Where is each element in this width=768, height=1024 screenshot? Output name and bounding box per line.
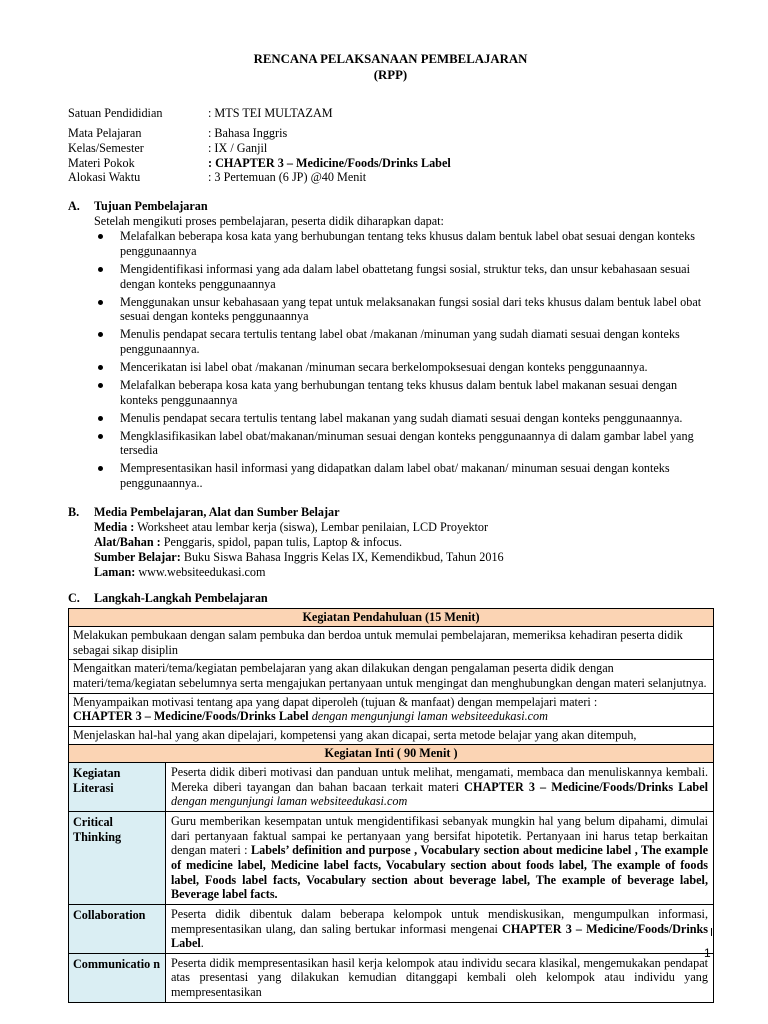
identity-value: : 3 Pertemuan (6 JP) @40 Menit (208, 170, 367, 185)
section-heading (68, 591, 713, 606)
media-value: Worksheet atau lembar kerja (siswa), Lembar penilaian, LCD Proyektor (134, 519, 489, 534)
objectives-intro: Setelah mengikuti proses pembelajaran, peserta didik diharapkan dapat: (94, 214, 444, 229)
table-row: Mengaitkan materi/tema/kegiatan pembelajaran yang akan dilakukan dengan pengalaman peserta didik dengan materi/tema/kegiatan sebelumnya serta mengajukan pertanyaan untuk mengingat dan menghubungkan dengan materi selanjutnya. (69, 660, 714, 693)
identity-subject (68, 126, 713, 141)
activity-label: Critical Thinking (69, 812, 166, 905)
section-letter: A. (68, 199, 80, 214)
identity-topic (68, 156, 713, 171)
section-objectives (68, 199, 713, 491)
section-letter: B. (68, 505, 80, 520)
activity-description: Peserta didik dibentuk dalam beberapa kelompok untuk mendiskusikan, mengumpulkan informasi, mempresentasikan ulang, dan saling bertukar informasi mengenai CHAPTER 3 – Medicine/Foods/Drinks Label. (166, 904, 714, 953)
media-label: Media : (94, 519, 135, 534)
section-heading (68, 199, 713, 214)
identity-value: : IX / Ganjil (208, 140, 268, 155)
table-row: Menjelaskan hal-hal yang akan dipelajari, kompetensi yang akan dicapai, serta metode belajar yang akan ditempuh, (69, 726, 714, 745)
page-number: 1 (704, 946, 711, 960)
list-item: Menulis pendapat secara tertulis tentang label makanan yang sudah diamati sesuai dengan konteks penggunaannya. (94, 411, 713, 426)
activity-description: Peserta didik diberi motivasi dan panduan untuk melihat, mengamati, membaca dan menuliskannya kembali. Mereka diberi tayangan dan bahan bacaan terkait materi CHAPTER 3 – Medicine/Foods/Drinks Label dengan mengunjungi laman websiteedukasi.com (166, 763, 714, 812)
table-row (69, 812, 714, 905)
tools-line (94, 535, 713, 550)
web-label: Laman: (94, 564, 136, 579)
list-item: Mengklasifikasikan label obat/makanan/minuman sesuai dengan konteks penggunaannya di dalam gambar label yang tersedia (94, 429, 713, 459)
section-media (68, 505, 713, 579)
activity-description: Peserta didik mempresentasikan hasil kerja kelompok atau individu secara klasikal, mengemukakan pendapat atas presentasi yang dilakukan kemudian ditanggapi kembali oleh kelompok atau individu yang mempresentasikan (166, 953, 714, 1002)
identity-label: Alokasi Waktu (68, 170, 141, 185)
identity-label: Satuan Pendididian (68, 105, 163, 120)
list-item: Melafalkan beberapa kosa kata yang berhubungan tentang teks khusus dalam bentuk label makanan sesuai dengan konteks penggunaannya (94, 378, 713, 408)
section-title: Langkah-Langkah Pembelajaran (94, 591, 268, 606)
page-edge-mark (711, 928, 712, 936)
identity-value: : Bahasa Inggris (208, 125, 288, 140)
row-bold: CHAPTER 3 – Medicine/Foods/Drinks Label (73, 709, 309, 724)
web-line (94, 565, 713, 580)
document-title-main: RENCANA PELAKSANAAN PEMBELAJARAN (253, 52, 528, 66)
media-line (94, 520, 713, 535)
list-item: Mempresentasikan hasil informasi yang didapatkan dalam label obat/ makanan/ minuman sesuai dengan konteks penggunaannya.. (94, 461, 713, 491)
source-value: Buku Siswa Bahasa Inggris Kelas IX, Kemendikbud, Tahun 2016 (180, 549, 504, 564)
activity-description: Guru memberikan kesempatan untuk mengidentifikasi sebanyak mungkin hal yang belum dipahami, dimulai dari pertanyaan faktual sampai ke pertanyaan yang bersifat hipotetik. Pertanyaan ini harus tetap berkaitan dengan materi : Labels’ definition and purpose , Vocabulary section about medicine label , The example of medicine label, Medicine label facts, Vocabulary section about foods label, The example of foods label, Foods label facts, Vocabulary section about beverage label, The example of beverage label, Beverage label facts. (166, 812, 714, 905)
identity-block (68, 106, 713, 185)
table-row (69, 904, 714, 953)
list-item: Melafalkan beberapa kosa kata yang berhubungan tentang teks khusus dalam bentuk label obat sesuai dengan konteks penggunaannya (94, 229, 713, 259)
objectives-list (94, 229, 713, 491)
identity-time (68, 170, 713, 185)
identity-label: Mata Pelajaran (68, 125, 142, 140)
activity-label: Kegiatan Literasi (69, 763, 166, 812)
row-text: Menyampaikan motivasi tentang apa yang dapat diperoleh (tujuan & manfaat) dengan mempelajari materi : (73, 694, 598, 709)
table-row (69, 763, 714, 812)
identity-school (68, 106, 713, 121)
section-title: Tujuan Pembelajaran (94, 199, 208, 214)
source-line (94, 550, 713, 565)
web-value: www.websiteedukasi.com (135, 564, 266, 579)
list-item: Mencerikatan isi label obat /makanan /minuman secara berkelompoksesuai dengan konteks penggunaannya. (94, 360, 713, 375)
intro-phase-header: Kegiatan Pendahuluan (15 Menit) (69, 609, 714, 627)
list-item: Mengidentifikasi informasi yang ada dalam label obattetang fungsi sosial, struktur teks, dan unsur kebahasaan sesuai dengan konteks penggunaannya (94, 262, 713, 292)
section-letter: C. (68, 591, 80, 606)
identity-grade (68, 141, 713, 156)
row-italic: dengan mengunjungi laman websiteedukasi.com (308, 709, 548, 724)
core-phase-header: Kegiatan Inti ( 90 Menit ) (69, 745, 714, 763)
table-row (69, 953, 714, 1002)
tools-value: Penggaris, spidol, papan tulis, Laptop & infocus. (160, 534, 403, 549)
table-row (69, 693, 714, 726)
identity-label: Materi Pokok (68, 155, 135, 170)
section-heading (68, 505, 713, 520)
list-item: Menulis pendapat secara tertulis tentang label obat /makanan /minuman yang sudah diamati sesuai dengan konteks penggunaannya. (94, 327, 713, 357)
section-steps (68, 591, 713, 1002)
identity-value: : CHAPTER 3 – Medicine/Foods/Drinks Label (208, 155, 451, 170)
steps-table (68, 608, 714, 1002)
source-label: Sumber Belajar: (94, 549, 181, 564)
document-page (68, 52, 713, 1003)
tools-label: Alat/Bahan : (94, 534, 161, 549)
table-row: Melakukan pembukaan dengan salam pembuka dan berdoa untuk memulai pembelajaran, memeriksa kehadiran peserta didik sebagai sikap disiplin (69, 626, 714, 659)
document-title (68, 52, 713, 84)
identity-value: : MTS TEI MULTAZAM (208, 105, 333, 120)
document-title-sub: (RPP) (373, 67, 408, 82)
activity-label: Collaboration (69, 904, 166, 953)
identity-label: Kelas/Semester (68, 140, 144, 155)
activity-label: Communicatio n (69, 953, 166, 1002)
section-title: Media Pembelajaran, Alat dan Sumber Belajar (94, 505, 340, 520)
list-item: Menggunakan unsur kebahasaan yang tepat untuk melaksanakan fungsi sosial dari teks khusus dalam bentuk label obat sesuai dengan konteks penggunaannya (94, 295, 713, 325)
